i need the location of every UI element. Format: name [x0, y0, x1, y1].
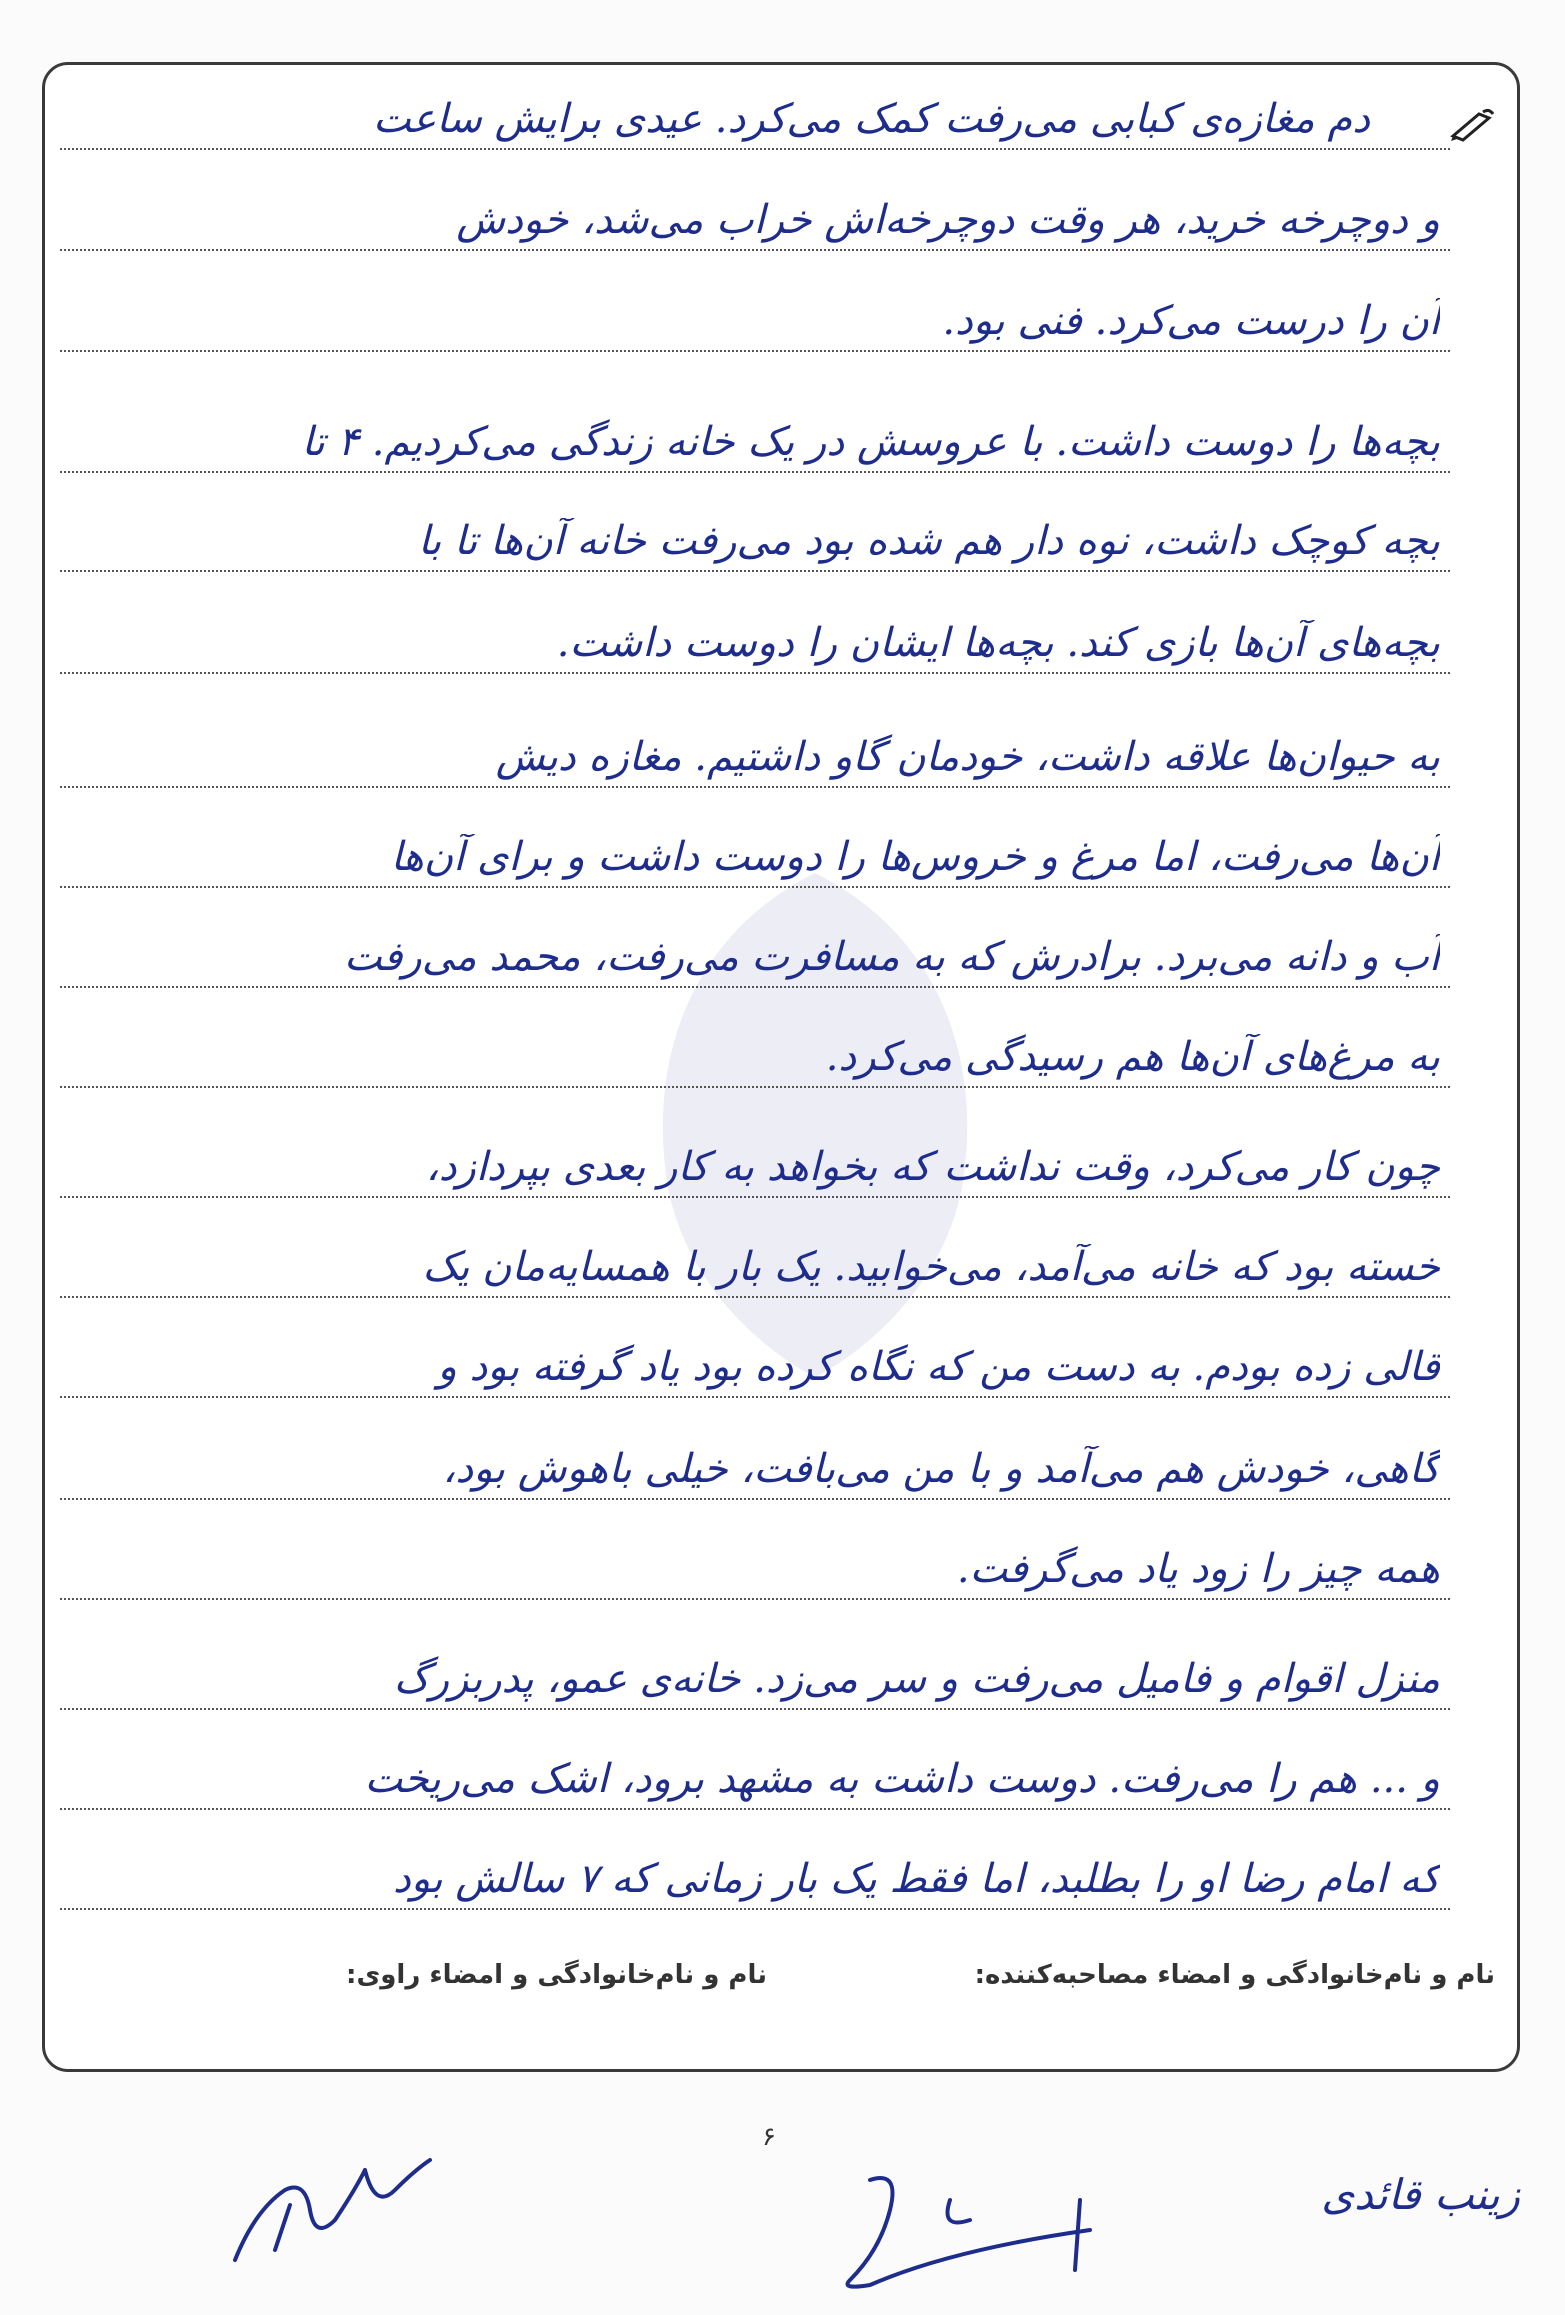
- page-number: ۶: [762, 2122, 776, 2152]
- handwritten-line: [60, 800, 1450, 888]
- handwritten-line: [60, 586, 1450, 674]
- handwritten-line: [60, 700, 1450, 788]
- line-text: به حیوان‌ها علاقه داشت، خودمان گاو داشتیم. مغازه دیش: [495, 734, 1440, 780]
- line-text: گاهی، خودش هم می‌آمد و با من می‌بافت، خیلی باهوش بود،: [442, 1446, 1440, 1492]
- handwritten-line: [60, 1822, 1450, 1910]
- narrator-signature: [215, 2150, 445, 2270]
- handwritten-line: [60, 264, 1450, 352]
- handwritten-line: [60, 484, 1450, 572]
- handwritten-line: [60, 1622, 1450, 1710]
- interviewer-signature: [830, 2160, 1130, 2300]
- handwritten-line: [60, 1210, 1450, 1298]
- line-text: منزل اقوام و فامیل می‌رفت و سر می‌زد. خانه‌ی عمو، پدربزرگ: [393, 1656, 1440, 1702]
- line-text: بچه‌های آن‌ها بازی کند. بچه‌ها ایشان را دوست داشت.: [556, 620, 1440, 666]
- line-text: خسته بود که خانه می‌آمد، می‌خوابید. یک بار با همسایه‌مان یک: [422, 1244, 1440, 1290]
- line-text: دم مغازه‌ی کبابی می‌رفت کمک می‌کرد. عیدی برایش ساعت: [373, 96, 1370, 142]
- line-text: بچه‌ها را دوست داشت. با عروسش در یک خانه زندگی می‌کردیم. ۴ تا: [301, 419, 1440, 465]
- interviewer-signature-label: نام و نام‌خانوادگی و امضاء مصاحبه‌کننده:: [974, 1960, 1495, 1990]
- line-text: آب و دانه می‌برد. برادرش که به مسافرت می‌رفت، محمد می‌رفت: [344, 934, 1440, 980]
- pen-icon: [1449, 108, 1495, 142]
- line-text: آن را درست می‌کرد. فنی بود.: [942, 298, 1440, 344]
- line-text: به مرغ‌های آن‌ها هم رسیدگی می‌کرد.: [825, 1034, 1440, 1080]
- handwritten-line: [60, 900, 1450, 988]
- line-text: آن‌ها می‌رفت، اما مرغ و خروس‌ها را دوست داشت و برای آن‌ها: [390, 834, 1440, 880]
- line-text: همه چیز را زود یاد می‌گرفت.: [956, 1546, 1440, 1592]
- handwritten-line: [60, 385, 1450, 473]
- line-text: بچه کوچک داشت، نوه دار هم شده بود می‌رفت خانه آن‌ها تا با: [417, 518, 1440, 564]
- handwritten-line: [60, 1000, 1450, 1088]
- line-text: و دوچرخه خرید، هر وقت دوچرخه‌اش خراب می‌شد، خودش: [456, 197, 1440, 243]
- handwritten-line: [60, 62, 1450, 150]
- line-text: چون کار می‌کرد، وقت نداشت که بخواهد به کار بعدی بپردازد،: [425, 1144, 1440, 1190]
- handwritten-line: [60, 1110, 1450, 1198]
- line-text: و ... هم را می‌رفت. دوست داشت به مشهد برود، اشک می‌ریخت: [364, 1756, 1440, 1802]
- handwritten-line: [60, 1310, 1450, 1398]
- handwritten-line: [60, 1512, 1450, 1600]
- line-text: که امام رضا او را بطلبد، اما فقط یک بار زمانی که ۷ سالش بود: [393, 1856, 1440, 1902]
- handwritten-line: [60, 163, 1450, 251]
- handwritten-line: [60, 1722, 1450, 1810]
- narrator-signature-label: نام و نام‌خانوادگی و امضاء راوی:: [346, 1960, 767, 1990]
- handwritten-line: [60, 1412, 1450, 1500]
- narrator-name-handwritten: زینب قائدی: [1321, 2170, 1520, 2219]
- line-text: قالی زده بودم. به دست من که نگاه کرده بود یاد گرفته بود و: [437, 1344, 1440, 1390]
